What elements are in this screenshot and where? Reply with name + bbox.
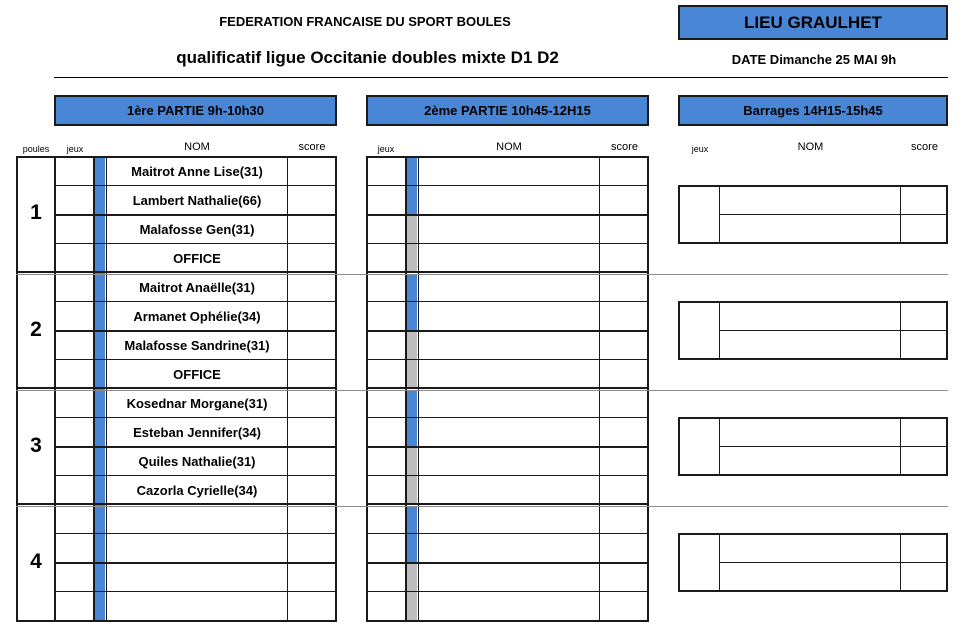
col-jeux-header-3: jeux <box>691 144 709 154</box>
part2-header <box>366 95 649 126</box>
location-banner <box>678 5 948 40</box>
player-name <box>107 563 287 592</box>
player-name: Malafosse Gen(31) <box>139 222 255 237</box>
team-marker-strip-1 <box>95 158 105 620</box>
col-jeux-header-1: jeux <box>66 144 84 154</box>
player-name: Maitrot Anaëlle(31) <box>139 280 255 295</box>
part1-header <box>54 95 337 126</box>
player-name: Lambert Nathalie(66) <box>132 193 262 208</box>
col-nom-header-1: NOM <box>184 141 210 153</box>
player-name <box>107 534 287 563</box>
col-score-header-3: score <box>911 141 938 153</box>
team-marker-2-4a <box>407 506 417 562</box>
player-name: Maitrot Anne Lise(31) <box>131 164 263 179</box>
player-name: Kosednar Morgane(31) <box>126 396 268 411</box>
player-name: Armanet Ophélie(34) <box>133 309 261 324</box>
poules-divider <box>54 156 56 622</box>
barrages-header <box>678 95 948 126</box>
event-title: qualificatif ligue Occitanie doubles mixte D1 D2 <box>176 48 559 67</box>
player-name: Quiles Nathalie(31) <box>138 454 256 469</box>
barrages-label: Barrages 14H15-15h45 <box>743 103 883 118</box>
poule-number: 1 <box>30 201 42 224</box>
team-marker-2-3a <box>407 390 417 446</box>
team-marker-2-2a <box>407 274 417 330</box>
score-divider-1 <box>287 156 288 622</box>
player-name: OFFICE <box>173 251 221 266</box>
poule-number: 2 <box>30 318 42 341</box>
col-poules-header: poules <box>22 144 50 154</box>
header-divider <box>54 77 948 78</box>
score-divider-2 <box>599 156 600 622</box>
col-nom-header-2: NOM <box>496 141 522 153</box>
player-name: Cazorla Cyrielle(34) <box>136 483 258 498</box>
federation-title: FEDERATION FRANCAISE DU SPORT BOULES <box>219 14 511 29</box>
part2-label: 2ème PARTIE 10h45-12H15 <box>424 103 591 118</box>
poule-number: 3 <box>30 434 42 457</box>
player-name: OFFICE <box>173 367 221 382</box>
poule-number: 4 <box>30 550 42 573</box>
col-nom-header-3: NOM <box>797 141 824 153</box>
col-score-header-1: score <box>298 141 326 153</box>
strip-divider-2 <box>418 156 419 622</box>
team-marker-2-1a <box>407 158 417 214</box>
player-name: Esteban Jennifer(34) <box>133 425 261 440</box>
player-name <box>107 505 287 534</box>
event-date: DATE Dimanche 25 MAI 9h <box>731 52 897 67</box>
player-name <box>107 592 287 621</box>
player-name: Malafosse Sandrine(31) <box>124 338 270 353</box>
part1-label: 1ère PARTIE 9h-10h30 <box>126 103 265 118</box>
location-label: LIEU GRAULHET <box>744 12 882 32</box>
col-score-header-2: score <box>611 141 638 153</box>
col-jeux-header-2: jeux <box>377 144 395 154</box>
